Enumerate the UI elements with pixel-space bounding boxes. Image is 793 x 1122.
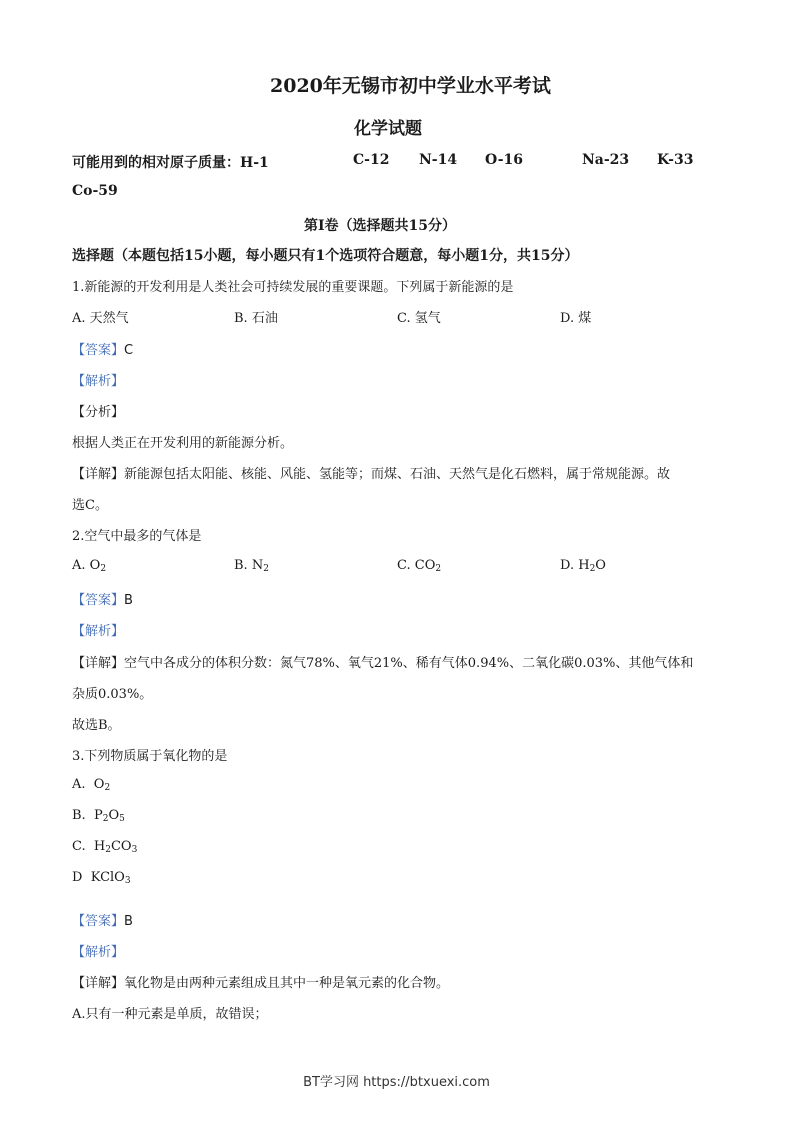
page-title: 2020年无锡市初中学业水平考试: [270, 75, 551, 97]
question-1-analysis-tag: 【解析】: [72, 374, 125, 389]
answer-value: B: [124, 914, 133, 929]
question-3-detail-line1: 【详解】氧化物是由两种元素组成且其中一种是氧元素的化合物。: [72, 976, 450, 991]
atomic-mass-item: C-12: [353, 152, 390, 168]
question-2-analysis-tag: 【解析】: [72, 624, 125, 639]
question-3-option-d: D KClO$_3$: [72, 870, 131, 886]
answer-tag: 【答案】: [72, 343, 125, 358]
footer-watermark: BT学习网 https://btxuexi.com: [303, 1075, 490, 1090]
question-3-detail-line2: A.只有一种元素是单质，故错误；: [72, 1007, 268, 1022]
question-2-detail-line1: 【详解】空气中各成分的体积分数：氮气78%、氧气21%、稀有气体0.94%、二氧化碳0.03%、其他气体和: [72, 656, 694, 671]
atomic-mass-extra: Co-59: [72, 183, 118, 199]
question-3-option-a: A. $O_2$: [72, 777, 111, 793]
question-1-fenxi-tag: 【分析】: [72, 405, 125, 420]
question-3-option-c: C. $H_2CO_3$: [72, 839, 138, 855]
question-1-detail-line1: 【详解】新能源包括太阳能、核能、风能、氢能等；而煤、石油、天然气是化石燃料，属于常规能源。故: [72, 467, 671, 482]
question-1-option-c: C. 氢气: [397, 311, 441, 326]
atomic-mass-label: 可能用到的相对原子质量：H-1: [72, 155, 269, 171]
question-2-option-b: B. $N_2$: [234, 558, 269, 574]
section-title: 第Ⅰ卷（选择题共15分）: [304, 218, 457, 234]
question-3-answer: [72, 910, 133, 929]
question-1-option-d: D. 煤: [560, 311, 592, 326]
question-2-conclusion: 故选B。: [72, 718, 121, 733]
question-2-stem: 2.空气中最多的气体是: [72, 529, 202, 544]
answer-value: C: [124, 343, 134, 358]
page-subtitle: 化学试题: [354, 119, 422, 139]
question-2-option-d: D. $H_2O$: [560, 558, 606, 574]
question-3-option-b: B. $P_2O_5$: [72, 808, 125, 824]
question-1-option-a: A. 天然气: [72, 311, 129, 326]
answer-tag: 【答案】: [72, 914, 125, 929]
question-1-option-b: B. 石油: [234, 311, 278, 326]
answer-value: B: [124, 593, 133, 608]
atomic-mass-item: O-16: [485, 152, 524, 168]
answer-tag: 【答案】: [72, 593, 125, 608]
question-3-analysis-tag: 【解析】: [72, 945, 125, 960]
question-2-detail-line2: 杂质0.03%。: [72, 687, 153, 702]
section-instruction: 选择题（本题包括15小题，每小题只有1个选项符合题意，每小题1分，共15分）: [72, 248, 579, 264]
question-1-stem: 1.新能源的开发利用是人类社会可持续发展的重要课题。下列属于新能源的是: [72, 280, 514, 295]
question-3-stem: 3.下列物质属于氧化物的是: [72, 749, 228, 764]
atomic-mass-item: N-14: [419, 152, 458, 168]
atomic-mass-item: Na-23: [582, 152, 630, 168]
question-1-answer: [72, 339, 133, 358]
question-2-option-a: A. $O_2$: [72, 558, 107, 574]
question-1-detail-line2: 选C。: [72, 498, 108, 513]
question-2-answer: [72, 589, 133, 608]
atomic-mass-item: K-33: [657, 152, 694, 168]
question-1-fenxi-text: 根据人类正在开发利用的新能源分析。: [72, 436, 294, 451]
question-2-option-c: C. $CO_2$: [397, 558, 442, 574]
